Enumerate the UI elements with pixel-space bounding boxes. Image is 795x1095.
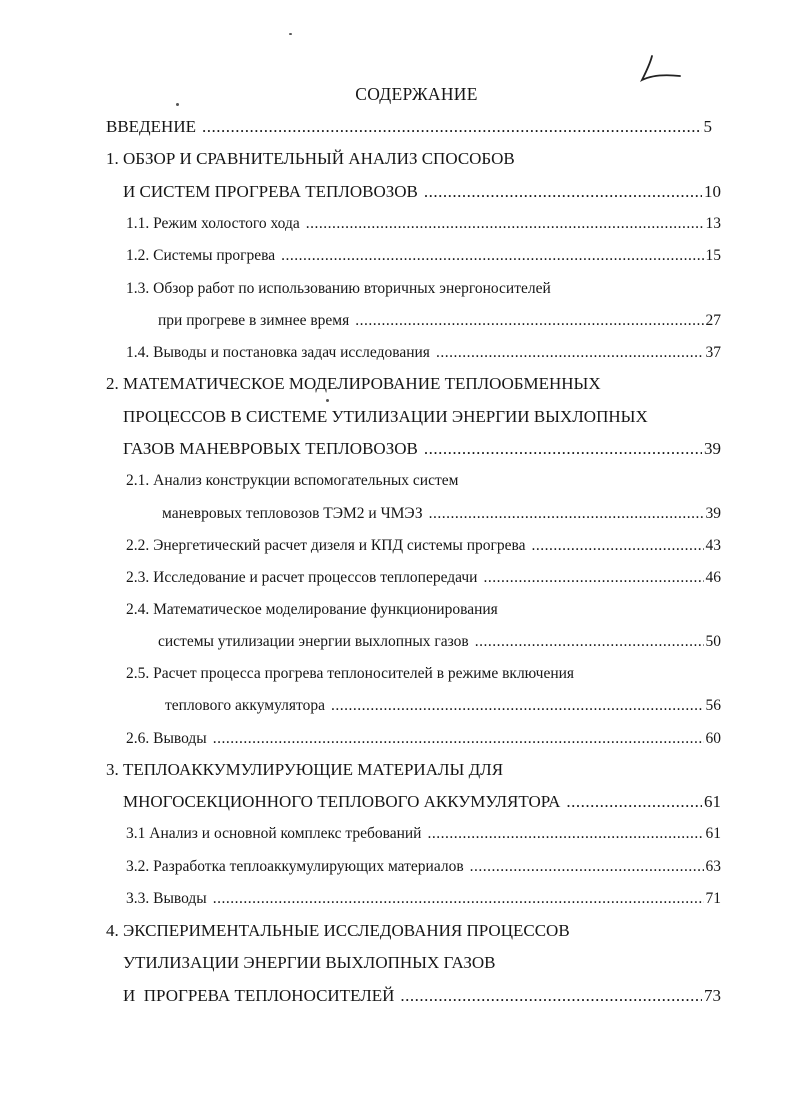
toc-entry-2-3 <box>126 566 721 590</box>
toc-entry-text: при прогреве в зимнее время <box>158 312 350 329</box>
toc-entry-text: 2.6. Выводы <box>126 730 207 747</box>
toc-entry-text: МНОГОСЕКЦИОННОГО ТЕПЛОВОГО АККУМУЛЯТОРА <box>123 792 561 811</box>
leader-dots <box>475 630 704 654</box>
handwritten-page-mark <box>636 52 684 86</box>
toc-page-number: 39 <box>704 439 721 458</box>
toc-entry-2-4 <box>158 630 721 654</box>
toc-page-number: 37 <box>705 344 721 361</box>
toc-entry-text: 1.1. Режим холостого хода <box>126 215 300 232</box>
toc-page-number: 15 <box>705 247 721 264</box>
scan-speck <box>289 33 292 35</box>
toc-entry-text: 2.3. Исследование и расчет процессов теплопередачи <box>126 569 478 586</box>
toc-section-heading: 4. ЭКСПЕРИМЕНТАЛЬНЫЕ ИССЛЕДОВАНИЯ ПРОЦЕССОВ <box>106 921 570 940</box>
toc-section-heading: 2. МАТЕМАТИЧЕСКОЕ МОДЕЛИРОВАНИЕ ТЕПЛООБМЕННЫХ <box>106 374 601 393</box>
leader-dots <box>202 115 702 139</box>
toc-entry-2-5 <box>165 694 721 718</box>
toc-page-number: 10 <box>704 182 721 201</box>
toc-entry-text: 3.2. Разработка теплоаккумулирующих материалов <box>126 858 464 875</box>
toc-entry-text: ГАЗОВ МАНЕВРОВЫХ ТЕПЛОВОЗОВ <box>123 439 418 458</box>
leader-dots <box>331 694 704 718</box>
toc-entry-text: 1.2. Системы прогрева <box>126 247 276 264</box>
toc-page-number: 60 <box>705 730 721 747</box>
toc-section-heading: ПРОЦЕССОВ В СИСТЕМЕ УТИЛИЗАЦИИ ЭНЕРГИИ ВЫХЛОПНЫХ <box>123 407 648 426</box>
leader-dots <box>483 566 703 590</box>
toc-entry-text: ВВЕДЕНИЕ <box>106 117 196 136</box>
toc-entry-section-2 <box>123 437 721 461</box>
toc-entry-1-4 <box>126 341 721 365</box>
toc-page-number: 71 <box>705 890 721 907</box>
toc-entry-text: 2.5. Расчет процесса прогрева теплоносителей в режиме включения <box>126 665 575 682</box>
leader-dots <box>281 244 703 268</box>
toc-entry-introduction <box>106 115 712 139</box>
toc-entry-3-3 <box>126 887 721 911</box>
toc-entry-text: 3.3. Выводы <box>126 890 207 907</box>
toc-entry-2-6 <box>126 727 721 751</box>
toc-section-heading: 3. ТЕПЛОАККУМУЛИРУЮЩИЕ МАТЕРИАЛЫ ДЛЯ <box>106 760 504 779</box>
toc-page-number: 73 <box>704 986 721 1005</box>
toc-entry-3-2 <box>126 855 721 879</box>
toc-page-number: 46 <box>705 569 721 586</box>
toc-section-heading: УТИЛИЗАЦИИ ЭНЕРГИИ ВЫХЛОПНЫХ ГАЗОВ <box>123 953 496 972</box>
page-title: СОДЕРЖАНИЕ <box>355 84 478 104</box>
leader-dots <box>213 887 704 911</box>
toc-page-number: 39 <box>705 505 721 522</box>
toc-page-number: 61 <box>704 792 721 811</box>
toc-page-number: 63 <box>705 858 721 875</box>
toc-entry-section-4 <box>123 984 721 1008</box>
toc-entry-text: 2.2. Энергетический расчет дизеля и КПД системы прогрева <box>126 537 526 554</box>
toc-section-heading: 1. ОБЗОР И СРАВНИТЕЛЬНЫЙ АНАЛИЗ СПОСОБОВ <box>106 149 515 168</box>
leader-dots <box>424 180 702 204</box>
toc-entry-text: И СИСТЕМ ПРОГРЕВА ТЕПЛОВОЗОВ <box>123 182 418 201</box>
leader-dots <box>355 309 703 333</box>
leader-dots <box>424 437 702 461</box>
leader-dots <box>436 341 704 365</box>
leader-dots <box>306 212 704 236</box>
toc-entry-text: системы утилизации энергии выхлопных газов <box>158 633 469 650</box>
toc-entry-text: 2.1. Анализ конструкции вспомогательных систем <box>126 472 459 489</box>
toc-page-number: 13 <box>705 215 721 232</box>
toc-entry-text: 2.4. Математическое моделирование функционирования <box>126 601 498 618</box>
toc-page-number: 5 <box>703 117 712 136</box>
toc-entry-3-1 <box>126 822 721 846</box>
toc-entry-2-2 <box>126 534 721 558</box>
scan-speck <box>326 399 329 402</box>
toc-page-number: 56 <box>705 697 721 714</box>
toc-entry-text: 1.3. Обзор работ по использованию вторичных энергоносителей <box>126 280 551 297</box>
toc-entry-text: И ПРОГРЕВА ТЕПЛОНОСИТЕЛЕЙ <box>123 986 395 1005</box>
toc-entry-section-3 <box>123 790 721 814</box>
toc-page-number: 43 <box>705 537 721 554</box>
toc-entry-text: 3.1 Анализ и основной комплекс требований <box>126 825 422 842</box>
leader-dots <box>429 502 704 526</box>
toc-entry-2-1 <box>162 502 721 526</box>
leader-dots <box>532 534 704 558</box>
toc-entry-1-2 <box>126 244 721 268</box>
toc-entry-1-3 <box>158 309 721 333</box>
leader-dots <box>470 855 704 879</box>
toc-page-number: 27 <box>705 312 721 329</box>
leader-dots <box>400 984 702 1008</box>
toc-entry-text: теплового аккумулятора <box>165 697 325 714</box>
toc-entry-section-1 <box>123 180 721 204</box>
leader-dots <box>566 790 702 814</box>
leader-dots <box>427 822 703 846</box>
leader-dots <box>213 727 704 751</box>
toc-page-number: 61 <box>705 825 721 842</box>
toc-entry-text: 1.4. Выводы и постановка задач исследования <box>126 344 430 361</box>
toc-entry-1-1 <box>126 212 721 236</box>
toc-entry-text: маневровых тепловозов ТЭМ2 и ЧМЭЗ <box>162 505 423 522</box>
toc-page-number: 50 <box>705 633 721 650</box>
